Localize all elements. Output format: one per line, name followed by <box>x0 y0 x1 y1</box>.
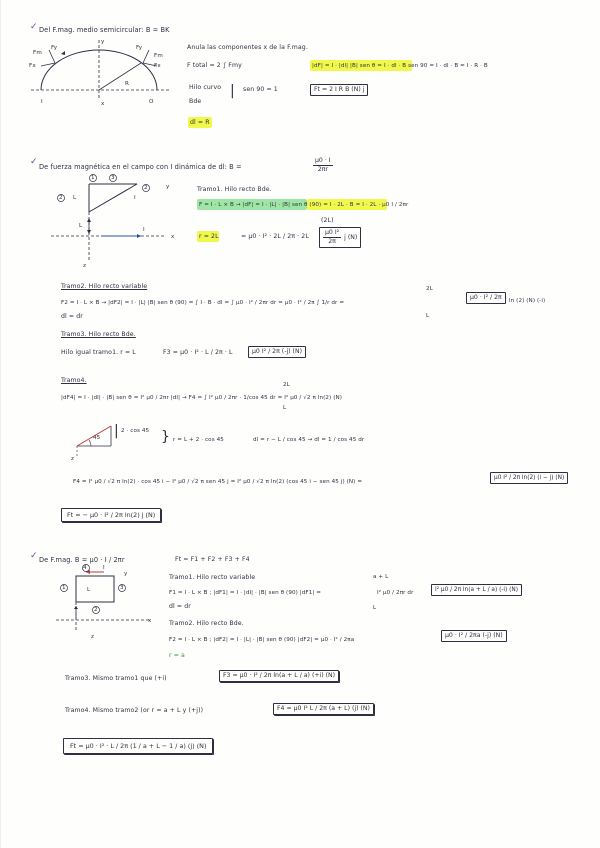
fig-label: x <box>148 618 152 624</box>
angle-label: 45 <box>93 435 101 441</box>
heading-fraction <box>313 157 333 174</box>
section2-heading: De fuerza magnética en el campo con I dinámica de dl: B = <box>39 163 242 171</box>
tramo4-line: Tramo4. Mismo tramo2 (or r = a + L y (+j)) <box>65 707 204 714</box>
result-box: F4 = μ0 I² L / 2π (a + L) (j) (N) <box>273 703 374 715</box>
fig-label: Fy <box>136 45 143 51</box>
tramo4-dl: dl = r − L / cos 45 → dl = 1 / cos 45 dr <box>253 437 365 443</box>
triangle-loop-diagram <box>41 172 211 272</box>
result-box: F3 = μ0 · I² / 2π ln(a + L / a) (+i) (N) <box>219 670 339 682</box>
fig-label: Fx <box>154 63 161 69</box>
tramo-title: Tramo2. Hilo recto variable <box>61 283 148 290</box>
tramo3-line: Hilo igual tramo1. r = L <box>61 349 136 356</box>
fig-label: I <box>134 195 136 201</box>
fig-label: z <box>83 263 87 269</box>
section1-line2: F total = 2 ∫ Fmy <box>187 62 242 69</box>
tramo3-eq: F3 = μ0 · I² · L / 2π · L <box>163 349 233 356</box>
section1-line3c: sen 90 = 1 <box>243 86 278 93</box>
fig-label: L <box>87 587 91 593</box>
result-box: μ0 · I² / 2πa (-j) (N) <box>441 630 507 642</box>
fig-label: I <box>41 99 43 105</box>
result-box: I² μ0 / 2π ln(a + L / a) (-i) (N) <box>431 584 522 596</box>
tramo2-dl: dl = dr <box>61 313 83 320</box>
tramo4-components: F4 = I² μ0 / √2 π ln(2) · cos 45 i − I² μ0 / √2 π sen 45 j = I² μ0 / √2 π ln(2) (cos 45 i − sen 45 j) (N) = <box>73 479 363 485</box>
fraction <box>323 229 341 246</box>
integral-limit: L <box>283 405 287 411</box>
tramo-title: Tramo2. Hilo recto Bde. <box>169 620 244 627</box>
tramo4-cos: 2 · cos 45 <box>121 428 150 434</box>
tramo-title: Tramo1. Hilo recto variable <box>169 574 256 581</box>
fig-label: 2 <box>94 607 98 613</box>
integral-limit: 2L <box>283 382 290 388</box>
brace-icon: | <box>114 423 119 439</box>
tramo1-aux: (2L) <box>321 217 334 224</box>
fraction-numerator: μ0 I² <box>325 229 340 236</box>
tramo1-dl: dl = dr <box>169 603 191 610</box>
tramo2-equation: F2 = I · L × B ; |dF2| = I · |L| · |B| sen θ (90) |dF2| = μ0 · I² / 2πa <box>169 637 355 643</box>
fig-label: 2 <box>59 195 63 201</box>
fig-label: 3 <box>111 175 115 181</box>
tramo-title: Tramo1. Hilo recto Bde. <box>197 186 272 193</box>
tramo4-r: r = L + 2 · cos 45 <box>173 437 224 443</box>
integral-limit: L <box>426 313 430 319</box>
fig-label: Fm <box>154 53 163 59</box>
fig-label: O <box>149 99 154 105</box>
fig-label: x <box>171 234 175 240</box>
integral-limit: a + L <box>373 574 389 580</box>
tramo1-equation: F = I · L × B → |dF| = I · |L| · |B| sen θ (90) = I · 2L · B = I · 2L · μ0 I / 2πr <box>199 202 409 208</box>
fig-label: Fm <box>33 50 42 56</box>
tramo2-r: r = a <box>169 652 185 659</box>
integral-limit: L <box>373 605 377 611</box>
fig-label: 4 <box>83 565 87 571</box>
fig-label: 3 <box>120 585 124 591</box>
result-box: μ0 · I² / 2π <box>466 292 506 304</box>
fraction-denominator: 2π <box>328 238 336 245</box>
total-force-box: Ft = μ0 · I² · L / 2π (1 / a + L − 1 / a) (j) (N) <box>63 738 213 754</box>
fig-label: y <box>166 184 170 190</box>
check-mark-icon: ✓ <box>30 157 38 167</box>
box-tail: j (N) <box>344 233 358 241</box>
tramo1-eq: = μ0 · I² · 2L / 2π · 2L <box>241 233 309 240</box>
result-box: μ0 I² / 2π (-j) (N) <box>248 346 306 358</box>
fig-label: 1 <box>91 175 95 181</box>
tramo-title: Tramo3. Hilo recto Bde. <box>61 331 136 338</box>
fig-label: Fx <box>29 63 36 69</box>
section1-line1: Anula las componentes x de la F.mag. <box>187 44 308 51</box>
tramo4-equation: |dF4| = I · |dl| · |B| sen θ = I² μ0 / 2πr |dl| → F4 = ∫ I² μ0 / 2πr · 1/cos 45 dr = I² μ0 / √2 π ln(2) (N) <box>61 395 343 401</box>
section1-line3a: Hilo curvo <box>189 84 222 91</box>
fig-label: I <box>143 227 145 233</box>
tramo2-equation: F2 = I · L × B → |dF2| = I · |L| |B| sen θ (90) = ∫ I · B · dl = ∫ μ0 · I² / 2πr dr = μ0 · I² / 2π ∫ 1/r dr = <box>61 300 345 306</box>
section1-heading: Del F.mag. medio semicircular: B = BK <box>39 26 170 34</box>
brace-icon: | <box>230 83 235 99</box>
check-mark-icon: ✓ <box>30 22 38 32</box>
result-box <box>319 227 361 248</box>
fig-label: Fy <box>51 45 58 51</box>
tramo-title: Tramo4. <box>61 377 87 384</box>
fig-label: R <box>125 81 129 87</box>
total-force-box: Ft = − μ0 · I² / 2π ln(2) j (N) <box>61 508 161 522</box>
fraction-numerator: μ0 · I <box>315 157 331 164</box>
tramo1-r: r = 2L <box>199 233 219 240</box>
result-box: μ0 I² / 2π ln(2) (i − j) (N) <box>490 472 568 484</box>
tramo1-equation: F1 = I · L × B ; |dF1| = I · |dl| · |B| sen θ (90) |dF1| = <box>169 590 322 596</box>
check-mark-icon: ✓ <box>30 551 38 561</box>
integral-limit: 2L <box>426 286 433 292</box>
section1-line3b: Bde <box>189 98 202 105</box>
fraction-denominator: 2πr <box>317 166 328 173</box>
section3-heading: De F.mag. B = μ0 · I / 2πr <box>39 556 125 564</box>
fig-label: y <box>124 571 128 577</box>
box-tail: ln (2) (N) (-i) <box>509 298 546 304</box>
brace-icon: } <box>161 429 170 445</box>
fig-label: z <box>71 456 75 462</box>
fig-label: 1 <box>62 585 66 591</box>
section1-line2-highlighted: |dF| = I · |dl| |B| sen θ = I · dl · B sen 90 = I · dl · B = I · R · B <box>312 63 488 69</box>
fig-label: L <box>73 195 77 201</box>
fig-label: I <box>103 565 105 571</box>
section1-line4: dl = R <box>190 119 210 126</box>
fig-label: y <box>101 39 105 45</box>
fig-label: x <box>101 101 105 107</box>
tramo3-line: Tramo3. Mismo tramo1 que (+i) <box>65 675 167 682</box>
section3-heading2: Ft = F1 + F2 + F3 + F4 <box>175 556 250 563</box>
fig-label: z <box>91 634 95 640</box>
result-box: Ft = 2 I R B (N) j <box>310 84 368 96</box>
fig-label: L <box>79 223 83 229</box>
fig-label: 2 <box>144 185 148 191</box>
tramo1-frac: I² μ0 / 2πr dr <box>377 590 414 596</box>
